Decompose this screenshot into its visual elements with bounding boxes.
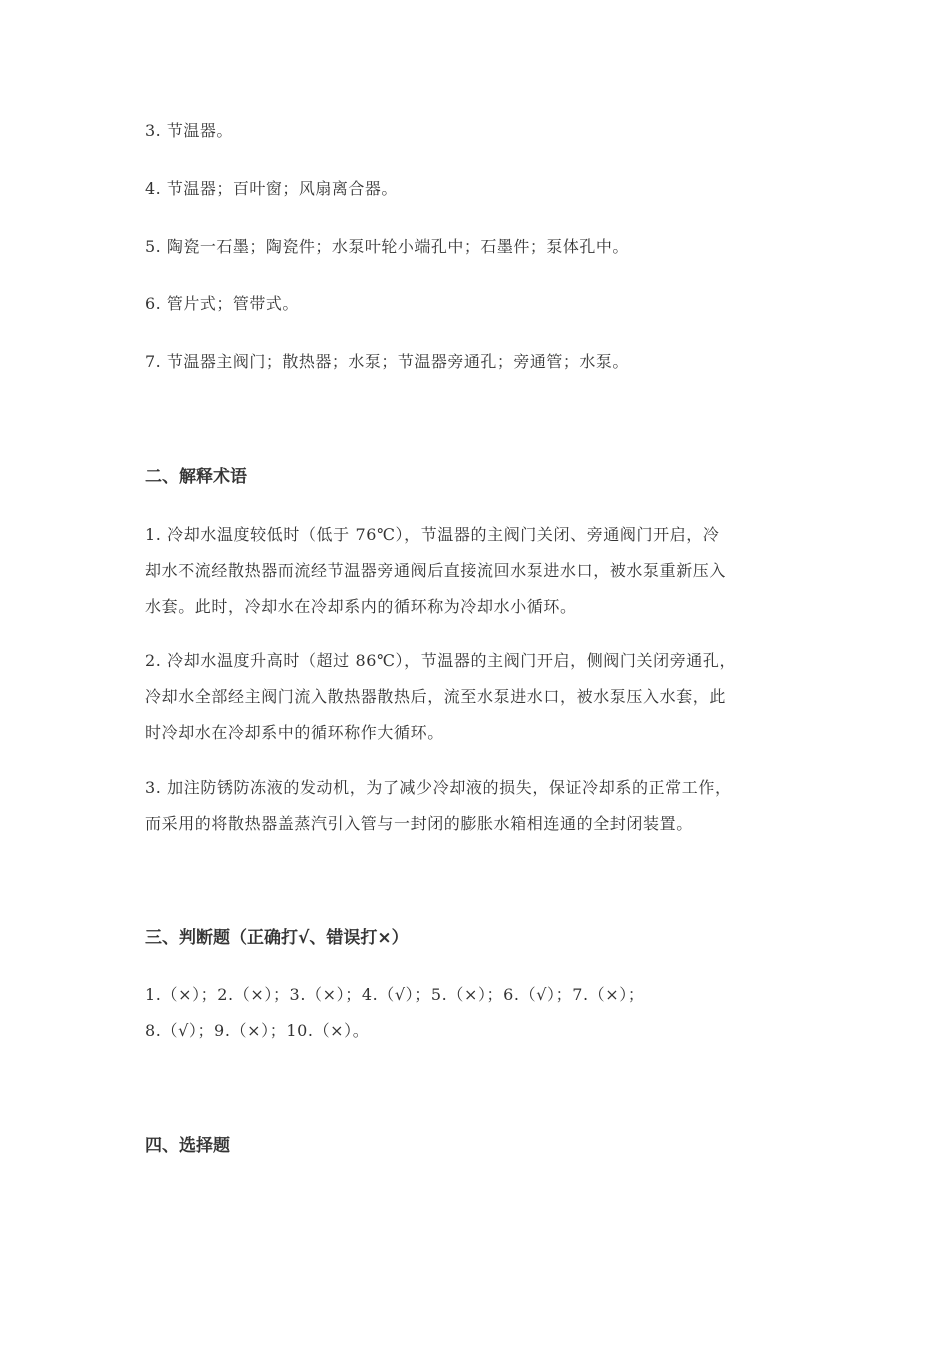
answer-item-4: 4. 节温器；百叶窗；风扇离合器。	[145, 179, 398, 198]
paragraph-line: 1. 冷却水温度较低时（低于 76℃），节温器的主阀门关闭、旁通阀门开启，冷	[145, 525, 720, 544]
paragraph-line: 而采用的将散热器盖蒸汽引入管与一封闭的膨胀水箱相连通的全封闭装置。	[145, 814, 693, 833]
section-heading-true-false: 三、判断题（正确打√、错误打×）	[145, 928, 409, 948]
paragraph-line: 2. 冷却水温度升高时（超过 86℃），节温器的主阀门开启，侧阀门关闭旁通孔，	[145, 651, 737, 670]
answer-item-5: 5. 陶瓷一石墨；陶瓷件；水泵叶轮小端孔中；石墨件；泵体孔中。	[145, 237, 629, 256]
term-paragraph-1	[145, 517, 813, 625]
term-paragraph-2	[145, 643, 813, 751]
section-heading-terms: 二、解释术语	[145, 467, 247, 487]
paragraph-line: 水套。此时，冷却水在冷却系内的循环称为冷却水小循环。	[145, 597, 577, 616]
section-heading-multiple-choice: 四、选择题	[145, 1136, 230, 1156]
true-false-answers	[145, 977, 813, 1049]
term-paragraph-3	[145, 770, 813, 842]
answer-line: 8.（√）；9.（×）；10.（×）。	[145, 1021, 370, 1040]
answer-item-3: 3. 节温器。	[145, 121, 233, 140]
paragraph-line: 冷却水全部经主阀门流入散热器散热后，流至水泵进水口，被水泵压入水套，此	[145, 687, 727, 706]
answer-item-6: 6. 管片式；管带式。	[145, 294, 299, 313]
paragraph-line: 时冷却水在冷却系中的循环称作大循环。	[145, 723, 444, 742]
answer-item-7: 7. 节温器主阀门；散热器；水泵；节温器旁通孔；旁通管；水泵。	[145, 352, 629, 371]
answer-line: 1.（×）；2.（×）；3.（×）；4.（√）；5.（×）；6.（√）；7.（×）；	[145, 985, 645, 1004]
paragraph-line: 3. 加注防锈防冻液的发动机，为了减少冷却液的损失，保证冷却系的正常工作，	[145, 778, 732, 797]
paragraph-line: 却水不流经散热器而流经节温器旁通阀后直接流回水泵进水口，被水泵重新压入	[145, 561, 727, 580]
